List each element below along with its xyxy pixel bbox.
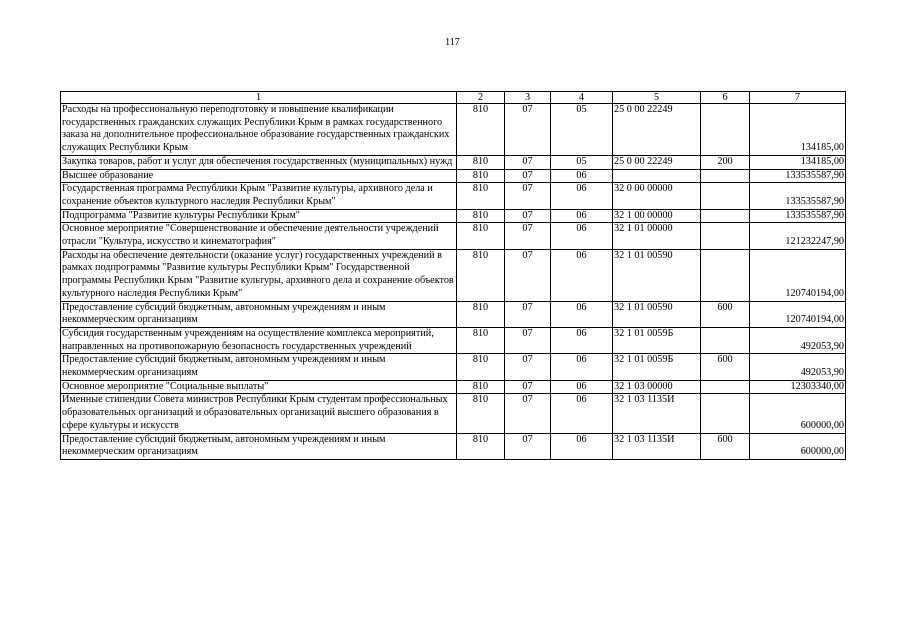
section-code-cell: 07 bbox=[505, 394, 551, 433]
table-row bbox=[61, 327, 846, 353]
ministry-code-cell: 810 bbox=[457, 301, 505, 327]
expense-name-cell: Предоставление субсидий бюджетным, автономным учреждениям и иным некоммерческим организациям bbox=[61, 433, 457, 459]
target-article-cell: 32 1 00 00000 bbox=[613, 209, 701, 223]
expense-name-cell: Государственная программа Республики Крым "Развитие культуры, архивного дела и сохранение объектов культурного наследия Республики Крым" bbox=[61, 183, 457, 209]
section-code-cell: 07 bbox=[505, 327, 551, 353]
table-row bbox=[61, 301, 846, 327]
target-article-cell: 32 0 00 00000 bbox=[613, 183, 701, 209]
subsection-code-cell: 06 bbox=[551, 354, 613, 380]
budget-table bbox=[60, 91, 846, 460]
expense-name-cell: Подпрограмма "Развитие культуры Республики Крым" bbox=[61, 209, 457, 223]
section-code-cell: 07 bbox=[505, 209, 551, 223]
column-header: 5 bbox=[613, 92, 701, 104]
target-article-cell: 32 1 01 00590 bbox=[613, 249, 701, 301]
target-article-cell: 32 1 01 00590 bbox=[613, 301, 701, 327]
table-row bbox=[61, 380, 846, 394]
column-header: 4 bbox=[551, 92, 613, 104]
amount-cell: 133535587,90 bbox=[750, 169, 846, 183]
target-article-cell: 32 1 01 0059Б bbox=[613, 327, 701, 353]
table-row bbox=[61, 223, 846, 249]
amount-cell: 134185,00 bbox=[750, 155, 846, 169]
expense-type-cell bbox=[701, 249, 750, 301]
page-number: 117 bbox=[445, 37, 460, 48]
subsection-code-cell: 06 bbox=[551, 394, 613, 433]
ministry-code-cell: 810 bbox=[457, 380, 505, 394]
subsection-code-cell: 05 bbox=[551, 155, 613, 169]
table-row bbox=[61, 433, 846, 459]
expense-name-cell: Субсидия государственным учреждениям на осуществление комплекса мероприятий, направленных на противопожарную безопасность государственных учреждений bbox=[61, 327, 457, 353]
expense-name-cell: Высшее образование bbox=[61, 169, 457, 183]
section-code-cell: 07 bbox=[505, 433, 551, 459]
ministry-code-cell: 810 bbox=[457, 209, 505, 223]
section-code-cell: 07 bbox=[505, 169, 551, 183]
table-row bbox=[61, 209, 846, 223]
subsection-code-cell: 06 bbox=[551, 433, 613, 459]
expense-name-cell: Расходы на профессиональную переподготовку и повышение квалификации государственных гражданских служащих Республики Крым в рамках государственного заказа на дополнительное профессиональное образование государственных гражданских служащих Республики Крым bbox=[61, 104, 457, 156]
ministry-code-cell: 810 bbox=[457, 104, 505, 156]
table-row bbox=[61, 183, 846, 209]
expense-type-cell bbox=[701, 327, 750, 353]
target-article-cell: 32 1 01 00000 bbox=[613, 223, 701, 249]
subsection-code-cell: 06 bbox=[551, 223, 613, 249]
expense-type-cell: 600 bbox=[701, 354, 750, 380]
ministry-code-cell: 810 bbox=[457, 394, 505, 433]
subsection-code-cell: 06 bbox=[551, 249, 613, 301]
expense-name-cell: Основное мероприятие "Совершенствование и обеспечение деятельности учреждений отрасли "Культура, искусство и кинематография" bbox=[61, 223, 457, 249]
section-code-cell: 07 bbox=[505, 155, 551, 169]
amount-cell: 133535587,90 bbox=[750, 209, 846, 223]
ministry-code-cell: 810 bbox=[457, 169, 505, 183]
expense-type-cell bbox=[701, 223, 750, 249]
expense-type-cell: 600 bbox=[701, 301, 750, 327]
subsection-code-cell: 06 bbox=[551, 183, 613, 209]
table-row bbox=[61, 249, 846, 301]
ministry-code-cell: 810 bbox=[457, 183, 505, 209]
expense-type-cell bbox=[701, 104, 750, 156]
column-header: 6 bbox=[701, 92, 750, 104]
ministry-code-cell: 810 bbox=[457, 223, 505, 249]
target-article-cell: 32 1 03 1135И bbox=[613, 433, 701, 459]
section-code-cell: 07 bbox=[505, 380, 551, 394]
subsection-code-cell: 06 bbox=[551, 327, 613, 353]
amount-cell: 492053,90 bbox=[750, 354, 846, 380]
column-header: 2 bbox=[457, 92, 505, 104]
column-header: 3 bbox=[505, 92, 551, 104]
expense-name-cell: Предоставление субсидий бюджетным, автономным учреждениям и иным некоммерческим организациям bbox=[61, 301, 457, 327]
ministry-code-cell: 810 bbox=[457, 155, 505, 169]
amount-cell: 120740194,00 bbox=[750, 301, 846, 327]
subsection-code-cell: 05 bbox=[551, 104, 613, 156]
section-code-cell: 07 bbox=[505, 301, 551, 327]
expense-type-cell: 600 bbox=[701, 433, 750, 459]
ministry-code-cell: 810 bbox=[457, 433, 505, 459]
target-article-cell bbox=[613, 169, 701, 183]
table-row bbox=[61, 354, 846, 380]
amount-cell: 600000,00 bbox=[750, 394, 846, 433]
section-code-cell: 07 bbox=[505, 223, 551, 249]
amount-cell: 133535587,90 bbox=[750, 183, 846, 209]
amount-cell: 121232247,90 bbox=[750, 223, 846, 249]
expense-type-cell bbox=[701, 380, 750, 394]
column-header: 1 bbox=[61, 92, 457, 104]
section-code-cell: 07 bbox=[505, 354, 551, 380]
section-code-cell: 07 bbox=[505, 104, 551, 156]
expense-type-cell bbox=[701, 209, 750, 223]
amount-cell: 12303340,00 bbox=[750, 380, 846, 394]
ministry-code-cell: 810 bbox=[457, 249, 505, 301]
expense-type-cell: 200 bbox=[701, 155, 750, 169]
section-code-cell: 07 bbox=[505, 249, 551, 301]
table-row bbox=[61, 169, 846, 183]
subsection-code-cell: 06 bbox=[551, 209, 613, 223]
ministry-code-cell: 810 bbox=[457, 327, 505, 353]
target-article-cell: 25 0 00 22249 bbox=[613, 104, 701, 156]
table-header-row bbox=[61, 92, 846, 104]
amount-cell: 134185,00 bbox=[750, 104, 846, 156]
expense-name-cell: Именные стипендии Совета министров Республики Крым студентам профессиональных образовательных организаций и образовательных организаций высшего образования в сфере культуры и искусств bbox=[61, 394, 457, 433]
table-row bbox=[61, 104, 846, 156]
subsection-code-cell: 06 bbox=[551, 169, 613, 183]
subsection-code-cell: 06 bbox=[551, 380, 613, 394]
target-article-cell: 32 1 01 0059Б bbox=[613, 354, 701, 380]
column-header: 7 bbox=[750, 92, 846, 104]
subsection-code-cell: 06 bbox=[551, 301, 613, 327]
target-article-cell: 32 1 03 1135И bbox=[613, 394, 701, 433]
expense-name-cell: Закупка товаров, работ и услуг для обеспечения государственных (муниципальных) нужд bbox=[61, 155, 457, 169]
amount-cell: 600000,00 bbox=[750, 433, 846, 459]
ministry-code-cell: 810 bbox=[457, 354, 505, 380]
expense-type-cell bbox=[701, 169, 750, 183]
expense-type-cell bbox=[701, 394, 750, 433]
section-code-cell: 07 bbox=[505, 183, 551, 209]
expense-name-cell: Предоставление субсидий бюджетным, автономным учреждениям и иным некоммерческим организациям bbox=[61, 354, 457, 380]
table-row bbox=[61, 155, 846, 169]
table-row bbox=[61, 394, 846, 433]
amount-cell: 492053,90 bbox=[750, 327, 846, 353]
target-article-cell: 25 0 00 22249 bbox=[613, 155, 701, 169]
expense-name-cell: Основное мероприятие "Социальные выплаты" bbox=[61, 380, 457, 394]
expense-name-cell: Расходы на обеспечение деятельности (оказание услуг) государственных учреждений в рамках подпрограммы "Развитие культуры Республики Крым" Государственной программы Республики Крым "Развитие культуры, архивного дела и сохранение объектов культурного наследия Республики Крым" bbox=[61, 249, 457, 301]
amount-cell: 120740194,00 bbox=[750, 249, 846, 301]
target-article-cell: 32 1 03 00000 bbox=[613, 380, 701, 394]
expense-type-cell bbox=[701, 183, 750, 209]
